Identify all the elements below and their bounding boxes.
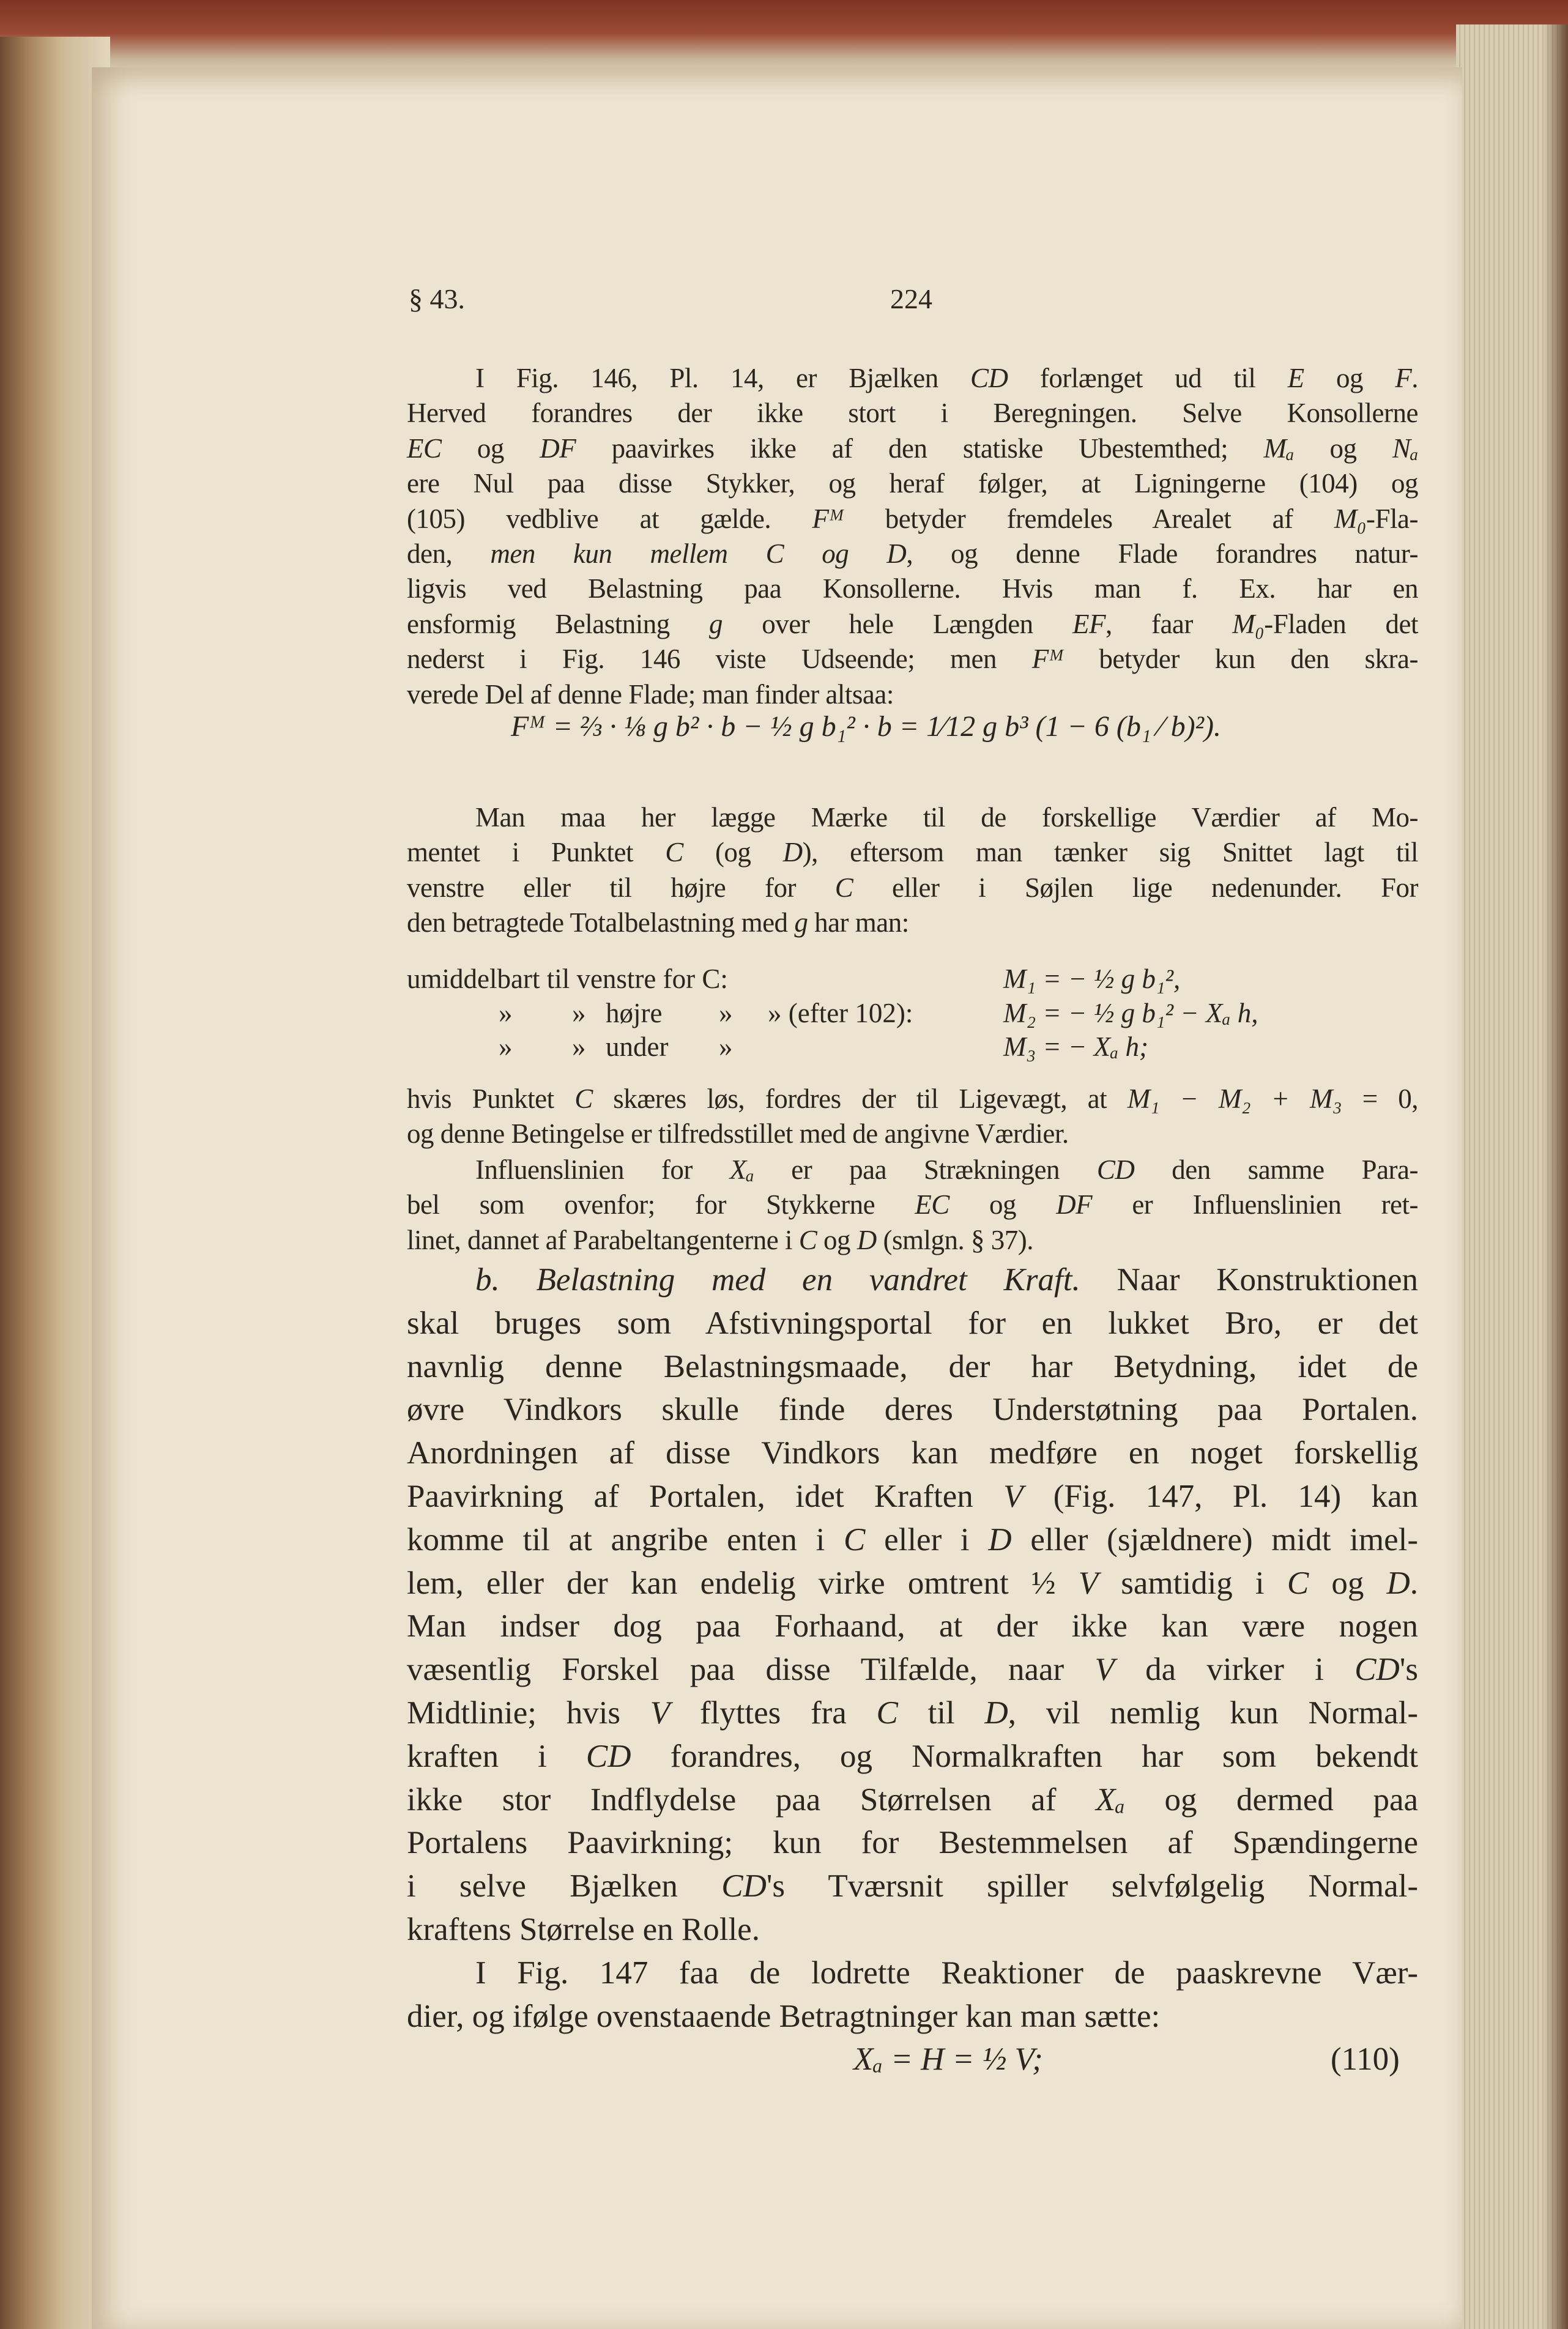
text-line (407, 431, 1418, 466)
text-segment: bel som ovenfor; for Stykkerne (407, 1189, 915, 1220)
italic-text: D (988, 1521, 1012, 1558)
text-segment: Paavirkning af Portalen, idet Kraften (407, 1478, 1004, 1514)
italic-text: V (1078, 1565, 1099, 1601)
text-segment: og (1304, 363, 1395, 393)
italic-text: E (1287, 363, 1304, 393)
italic-text: EC (915, 1189, 949, 1220)
text-segment: den, (407, 538, 491, 569)
text-segment: flyttes fra (670, 1695, 877, 1731)
text-line (407, 537, 1418, 571)
text-segment: -Fladen det (1264, 608, 1419, 639)
page-number: 224 (890, 283, 932, 314)
text-segment: samtidig i (1098, 1565, 1287, 1601)
text-segment: , og denne Flade forandres natur- (906, 538, 1418, 569)
italic-text: D (856, 1224, 877, 1255)
moment-row-side: højre (606, 998, 663, 1028)
text-segment: (og (683, 837, 783, 868)
italic-text: EC (407, 433, 442, 464)
italic-text: C (844, 1521, 866, 1558)
text-line (407, 1302, 1418, 1345)
text-line (407, 1432, 1418, 1475)
text-segment: og (1294, 433, 1392, 464)
text-segment: ligvis ved Belastning paa Konsollerne. Hvis man f. Ex. har en (407, 573, 1418, 604)
text-segment: skæres løs, fordres der til Ligevægt, at (592, 1083, 1128, 1114)
paragraph-3 (407, 1082, 1418, 1152)
paragraph-1 (407, 361, 1418, 712)
text-segment: lem, eller der kan endelig virke omtrent ½ (407, 1565, 1079, 1601)
paragraph-5 (407, 1952, 1418, 2038)
italic-text: men kun mellem C og D (490, 538, 907, 569)
text-segment: (Fig. 147, Pl. 14) kan (1023, 1478, 1418, 1514)
italic-text: CD (970, 363, 1008, 393)
text-line (407, 571, 1418, 606)
text-segment: til (897, 1695, 985, 1731)
moment-formula: M₂ = − ½ g b₁² − Xₐ h, (1003, 998, 1258, 1028)
italic-text: CD (1096, 1154, 1135, 1185)
text-line (407, 1562, 1418, 1605)
text-segment: forlænget ud til (1008, 363, 1288, 393)
italic-text: V (650, 1695, 671, 1731)
moment-formula: M₃ = − Xₐ h; (1003, 1031, 1148, 1062)
text-segment: dier, og ifølge ovenstaaende Betragtninger kan man sætte: (407, 1998, 1161, 2034)
text-line (407, 607, 1418, 642)
text-line (407, 1908, 1418, 1952)
text-segment: den betragtede Totalbelastning med (407, 907, 795, 938)
text-segment: forandres, og Normalkraften har som bekendt (631, 1738, 1419, 1774)
text-line (407, 1518, 1418, 1562)
text-segment: ), eftersom man tænker sig Snittet lagt til (802, 837, 1418, 868)
italic-text: M₀ (1334, 503, 1367, 534)
moment-formula: M₁ = − ½ g b₁², (1003, 964, 1181, 994)
page-stack-edge (1456, 24, 1568, 2329)
text-line (407, 1082, 1418, 1116)
text-line (407, 1475, 1418, 1518)
italic-text: Fᴹ (1031, 644, 1064, 675)
italic-text: CD (1354, 1652, 1400, 1688)
text-segment: og denne Betingelse er tilfredsstillet med de angivne Værdier. (407, 1118, 1069, 1150)
text-segment: i selve Bjælken (407, 1868, 722, 1904)
text-segment: komme til at angribe enten i (407, 1521, 844, 1558)
text-line (407, 642, 1418, 677)
text-line (407, 1388, 1418, 1432)
italic-text: C (665, 837, 683, 868)
text-segment: Naar Konstruktionen (1080, 1262, 1418, 1298)
italic-text: C (834, 872, 853, 903)
text-segment: paavirkes ikke af den statiske Ubestemthed; (576, 433, 1264, 464)
text-segment: , vil nemlig kun Normal- (1008, 1695, 1418, 1731)
text-line (407, 1995, 1418, 2038)
text-line (407, 361, 1418, 396)
text-segment: (105) vedblive at gælde. (407, 503, 812, 534)
text-segment: eller (sjældnere) midt imel- (1011, 1521, 1419, 1558)
italic-text: Nₐ (1392, 433, 1419, 464)
text-segment: verede Del af denne Flade; man finder altsaa: (407, 678, 894, 710)
text-segment: nederst i Fig. 146 viste Udseende; men (407, 644, 1032, 675)
text-segment: Midtlinie; hvis (407, 1695, 650, 1731)
italic-text: EF (1072, 608, 1105, 639)
text-line (407, 466, 1418, 501)
moment-row-note: » (efter 102): (768, 998, 913, 1028)
text-line (407, 1648, 1418, 1692)
italic-text: F (1395, 363, 1412, 393)
text-segment: og (949, 1189, 1057, 1220)
italic-text: DF (540, 433, 576, 464)
text-segment: eller i (865, 1521, 989, 1558)
text-line (407, 871, 1418, 905)
text-segment: linet, dannet af Parabeltangenterne i (407, 1224, 799, 1255)
moment-row-label: umiddelbart til venstre for C: (407, 964, 728, 994)
text-line (407, 1223, 1418, 1258)
italic-text: C (798, 1224, 817, 1255)
text-segment: ensformig Belastning (407, 608, 709, 639)
text-segment: og (817, 1224, 857, 1255)
italic-text: g (794, 907, 808, 938)
text-segment: skal bruges som Afstivningsportal for en lukket Bro, er det (407, 1305, 1418, 1341)
text-line (407, 835, 1418, 870)
text-line (407, 905, 1418, 940)
text-segment: Influenslinien for (475, 1154, 730, 1185)
text-segment: . (1411, 363, 1418, 393)
italic-text: g (708, 608, 723, 639)
italic-text: V (1094, 1652, 1115, 1688)
text-segment: I Fig. 147 faa de lodrette Reaktioner de paaskrevne Vær- (475, 1955, 1418, 1991)
italic-text: D (782, 837, 803, 868)
text-segment: og (441, 433, 540, 464)
text-segment: , faar (1105, 608, 1233, 639)
italic-text: D (1386, 1565, 1410, 1601)
italic-text: DF (1056, 1189, 1093, 1220)
text-segment: = 0, (1342, 1083, 1418, 1114)
text-segment: ikke stor Indflydelse paa Størrelsen af (407, 1781, 1096, 1818)
italic-text: D (984, 1695, 1008, 1731)
text-segment: over hele Længden (722, 608, 1072, 639)
text-segment: ere Nul paa disse Stykker, og heraf følger, at Ligningerne (104) og (407, 468, 1418, 499)
text-segment: den samme Para- (1134, 1154, 1418, 1185)
text-segment: 's (1399, 1652, 1418, 1688)
text-line (407, 1345, 1418, 1389)
text-line (407, 1821, 1418, 1865)
section-number: § 43. (409, 283, 465, 314)
text-line (407, 1258, 1418, 1302)
italic-text: Mₐ (1263, 433, 1295, 464)
text-segment: I Fig. 146, Pl. 14, er Bjælken (475, 363, 971, 393)
text-line (407, 677, 1418, 712)
italic-text: M₀ (1232, 608, 1265, 639)
formula-fm: Fᴹ = ⅔ · ⅛ g b² · b − ½ g b₁² · b = 1⁄12 g b³ (1 − 6 (b₁ ⁄ b)²). (511, 710, 1221, 743)
italic-text: C (876, 1695, 898, 1731)
text-segment: -Fla- (1366, 503, 1418, 534)
text-segment: væsentlig Forskel paa disse Tilfælde, naar (407, 1652, 1095, 1688)
text-segment: (smlgn. § 37). (876, 1224, 1033, 1255)
text-line (407, 1865, 1418, 1908)
text-segment: hvis Punktet (407, 1083, 575, 1114)
section-b-paragraph (407, 1258, 1418, 1952)
italic-text: C (574, 1083, 593, 1114)
text-line (407, 1735, 1418, 1778)
ditto-mark: » (719, 1031, 733, 1062)
text-segment: betyder fremdeles Arealet af (844, 503, 1334, 534)
text-line (407, 1605, 1418, 1648)
italic-text: C (1287, 1565, 1309, 1601)
italic-text: Fᴹ (812, 503, 844, 534)
text-line (407, 1187, 1418, 1222)
text-segment: 's Tværsnit spiller selvfølgelig Normal- (766, 1868, 1418, 1904)
text-line (407, 1116, 1418, 1151)
text-line (407, 396, 1418, 431)
text-segment: har man: (808, 907, 909, 938)
text-segment: Portalens Paavirkning; kun for Bestemmelsen af Spændingerne (407, 1825, 1418, 1861)
text-segment: Anordningen af disse Vindkors kan medføre en noget forskellig (407, 1435, 1418, 1471)
text-segment: Man indser dog paa Forhaand, at der ikke kan være nogen (407, 1608, 1418, 1644)
equation-number: (110) (1331, 2041, 1400, 2077)
italic-text: Xₐ (729, 1154, 754, 1185)
italic-text: Xₐ (1096, 1781, 1125, 1818)
text-segment: da virker i (1114, 1652, 1355, 1688)
text-line (407, 800, 1418, 835)
text-segment: eller i Søjlen lige nedenunder. For (853, 872, 1419, 903)
italic-text: V (1003, 1478, 1024, 1514)
text-segment: Man maa her lægge Mærke til de forskellige Værdier af Mo- (475, 802, 1418, 833)
text-line (407, 1692, 1418, 1735)
text-line (407, 502, 1418, 537)
text-line (407, 1952, 1418, 1995)
text-segment: kraftens Størrelse en Rolle. (407, 1911, 760, 1947)
paragraph-4 (407, 1153, 1418, 1258)
italic-text: M₁ − M₂ + M₃ (1127, 1083, 1342, 1114)
text-line (407, 1778, 1418, 1822)
ditto-mark: » (572, 1031, 586, 1062)
equation-110: Xₐ = H = ½ V; (853, 2041, 1043, 2077)
text-segment: venstre eller til højre for (407, 872, 835, 903)
book-cover-edge (0, 0, 1568, 73)
text-segment: og dermed paa (1124, 1781, 1418, 1818)
paragraph-2 (407, 800, 1418, 941)
text-segment: mentet i Punktet (407, 837, 666, 868)
text-segment: er paa Strækningen (754, 1154, 1097, 1185)
text-segment: øvre Vindkors skulle finde deres Understøtning paa Portalen. (407, 1392, 1418, 1428)
ditto-mark: » (499, 1031, 513, 1062)
text-segment: er Influenslinien ret- (1092, 1189, 1419, 1220)
italic-text: CD (721, 1868, 767, 1904)
italic-text: b. Belastning med en vandret Kraft. (475, 1262, 1080, 1298)
ditto-mark: » (719, 998, 733, 1028)
text-segment: navnlig denne Belastningsmaade, der har Betydning, idet de (407, 1348, 1418, 1384)
text-line (407, 1153, 1418, 1187)
text-segment: kraften i (407, 1738, 586, 1774)
text-segment: Herved forandres der ikke stort i Beregningen. Selve Konsollerne (407, 398, 1418, 429)
moment-row-side: under (606, 1031, 669, 1062)
text-segment: betyder kun den skra- (1063, 644, 1418, 675)
ditto-mark: » (572, 998, 586, 1028)
text-segment: . (1410, 1565, 1418, 1601)
ditto-mark: » (499, 998, 513, 1028)
italic-text: CD (585, 1738, 631, 1774)
text-segment: og (1309, 1565, 1387, 1601)
